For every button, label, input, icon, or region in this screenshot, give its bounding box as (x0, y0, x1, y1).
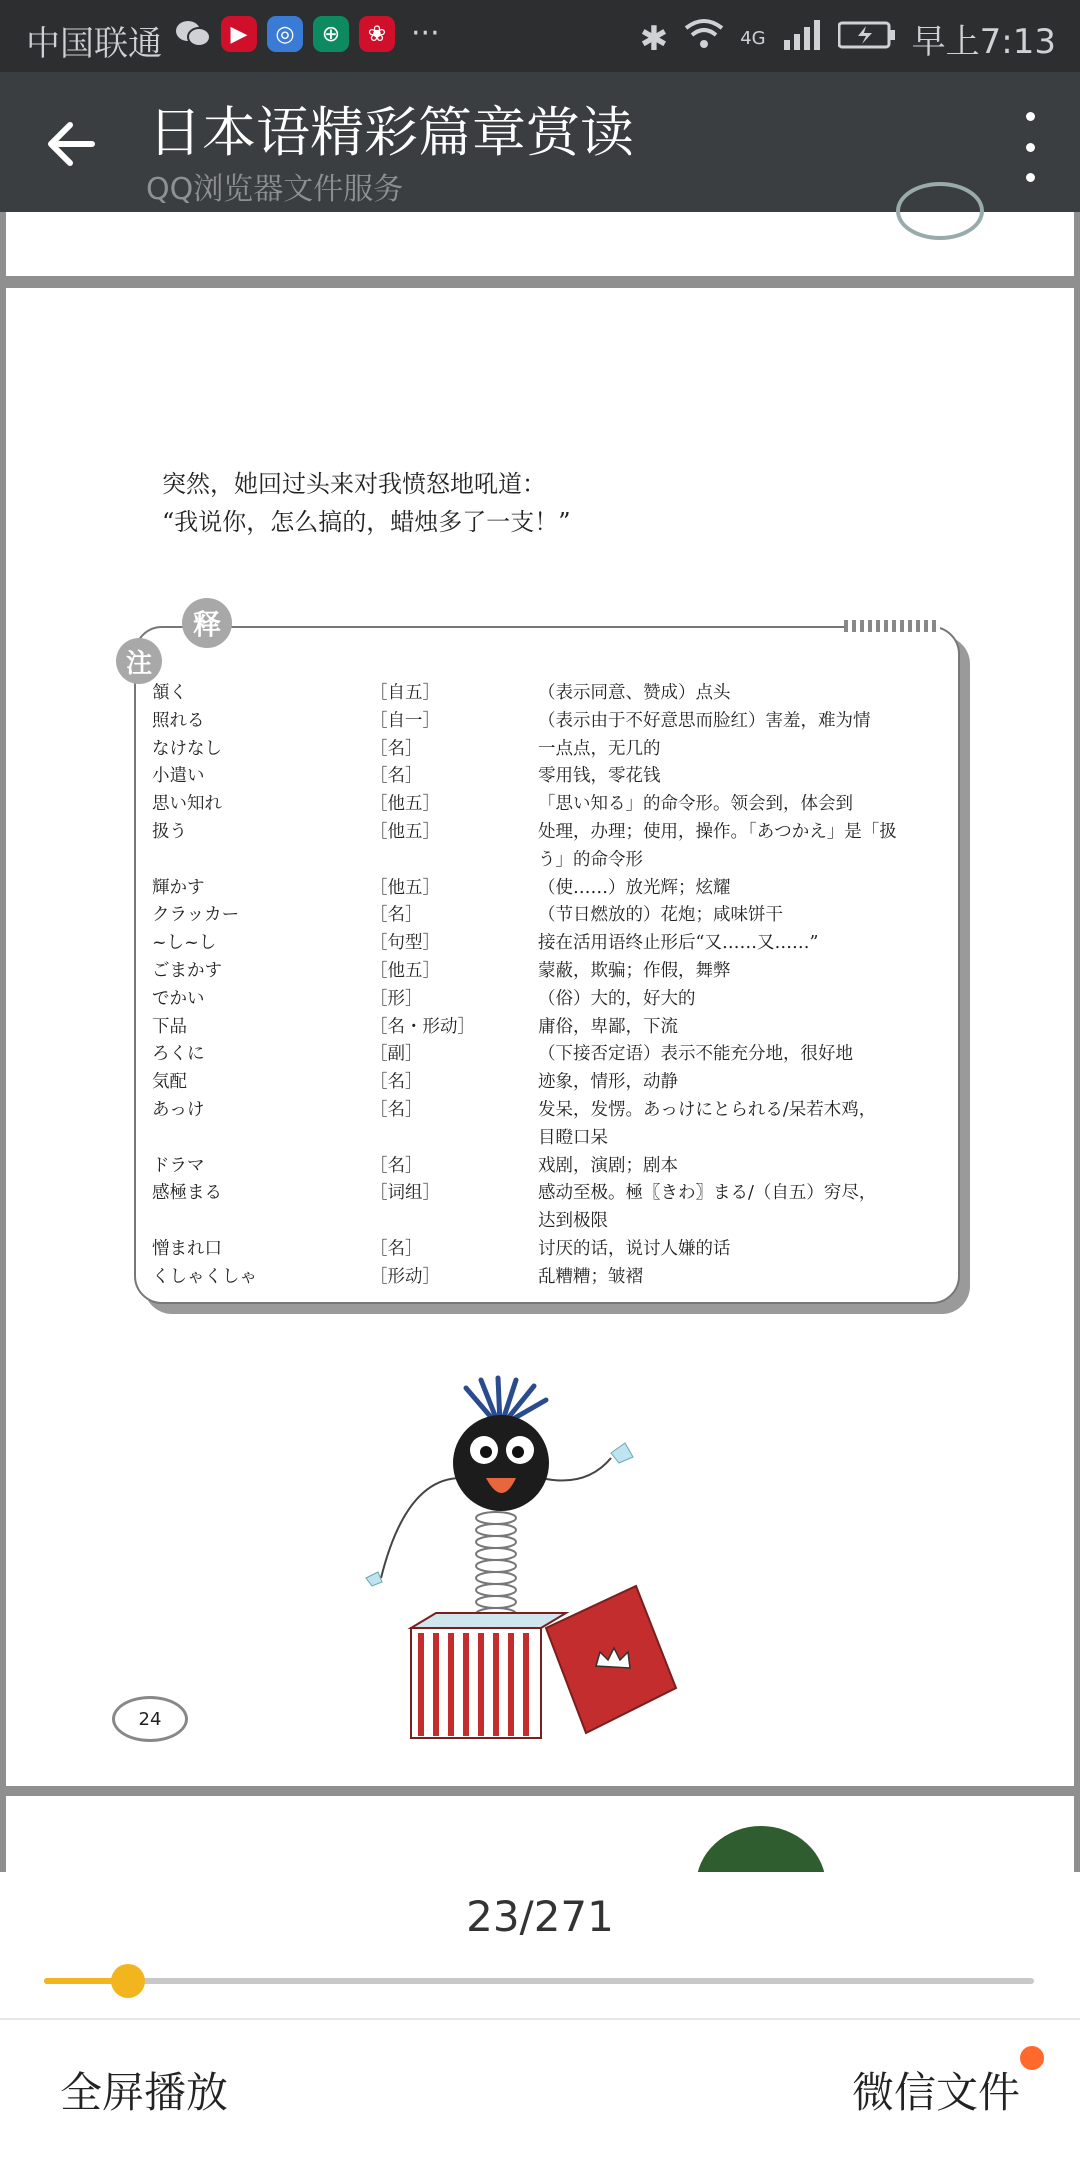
quote-line-1: 突然，她回过头来对我愤怒地吼道： (162, 470, 546, 498)
fullscreen-play-button[interactable]: 全屏播放 (60, 2068, 229, 2117)
note-row: 憎まれ口 ［名］ 讨厌的话，说讨人嫌的话 (152, 1238, 731, 1259)
note-row: ドラマ ［名］ 戏剧，演剧；剧本 (152, 1155, 678, 1176)
note-row: う」的命令形 (538, 849, 643, 870)
note-row: ごまかす ［他五］ 蒙蔽，欺骗；作假，舞弊 (152, 960, 731, 981)
clock: 早上7:13 (911, 22, 1056, 62)
bottom-bar (0, 2018, 1080, 2162)
notes-badge-shi: 释 (182, 598, 232, 648)
arrow-left-icon (40, 112, 104, 176)
notification-icons (175, 16, 440, 52)
network-type: 4G (740, 28, 766, 49)
note-row: 达到极限 (538, 1211, 608, 1232)
hatch-ornament (844, 620, 940, 632)
page-title: 日本语精彩篇章赏读 (148, 101, 634, 164)
document-page[interactable] (6, 288, 1074, 1786)
overflow-menu-button[interactable] (1010, 112, 1050, 182)
huawei-app-icon: ❀ (359, 16, 395, 52)
page-counter: 23/271 (466, 1892, 614, 1941)
page-number: 24 (112, 1696, 188, 1742)
note-row: 扱う ［他五］ 处理，办理；使用，操作。「あつかえ」是「扱 (152, 821, 897, 842)
notes-badge-zhu: 注 (116, 638, 162, 684)
note-row: 照れる ［自一］ （表示由于不好意思而脸红）害羞，难为情 (152, 710, 871, 731)
back-button[interactable] (40, 112, 104, 176)
carrier-label: 中国联通 (26, 24, 162, 64)
page-number-ornament (896, 182, 984, 240)
note-row: 頷く ［自五］ （表示同意、赞成）点头 (152, 683, 731, 703)
notes-list (152, 680, 952, 1292)
note-row: 輝かす ［他五］ （使……）放光辉；炫耀 (152, 877, 731, 898)
note-row: ろくに ［副］ （下接否定语）表示不能充分地，很好地 (152, 1044, 853, 1065)
page-slider[interactable] (44, 1978, 1034, 1984)
battery-icon (838, 19, 896, 59)
note-row: 小遣い ［名］ 零用钱，零花钱 (152, 766, 661, 787)
page-subtitle: QQ浏览器文件服务 (146, 172, 404, 207)
document-page-previous (6, 212, 1074, 276)
note-row: クラッカー ［名］ （节日燃放的）花炮；咸味饼干 (152, 905, 783, 926)
wechat-icon (175, 16, 211, 52)
note-row: なけなし ［名］ 一点点，无几的 (152, 738, 661, 759)
note-row: くしゃくしゃ ［形动］ 乱糟糟；皱褶 (152, 1266, 643, 1287)
note-row: 下品 ［名・形动］ 庸俗，卑鄙，下流 (152, 1016, 678, 1037)
quote-line-2: “我说你，怎么搞的，蜡烛多了一支！” (162, 508, 571, 536)
bank-app-icon: ⊕ (313, 16, 349, 52)
note-row: 気配 ［名］ 迹象，情形，动静 (152, 1072, 678, 1093)
video-app-icon: ▶ (221, 16, 257, 52)
note-row: 思い知れ ［他五］ 「思い知る」的命令形。领会到，体会到 (152, 794, 853, 815)
bluetooth-icon: ✱ (639, 18, 669, 59)
note-row: あっけ ［名］ 发呆，发愣。あっけにとられる/呆若木鸡， (152, 1099, 877, 1120)
note-row: 目瞪口呆 (538, 1127, 608, 1148)
jack-in-the-box-illustration (346, 1328, 686, 1748)
signal-icon (782, 18, 822, 59)
reader-controls (0, 1872, 1080, 2018)
notification-dot-icon (1020, 2046, 1044, 2070)
note-row: ~し~し ［句型］ 接在活用语终止形后“又……又……” (152, 933, 819, 954)
page-slider-thumb[interactable] (111, 1964, 145, 1998)
qq-browser-icon: ◎ (267, 16, 303, 52)
more-dots-icon: ··· (411, 16, 440, 51)
note-row: 感極まる ［词组］ 感动至极。極〖きわ〗まる/（自五）穷尽， (152, 1183, 877, 1204)
wechat-files-button[interactable]: 微信文件 (851, 2068, 1020, 2117)
status-right (640, 14, 1056, 63)
wifi-icon (684, 18, 724, 59)
notes-box (125, 608, 960, 1304)
more-vertical-icon (1026, 112, 1035, 121)
note-row: でかい ［形］ （俗）大的，好大的 (152, 988, 696, 1009)
status-bar (0, 0, 1080, 72)
